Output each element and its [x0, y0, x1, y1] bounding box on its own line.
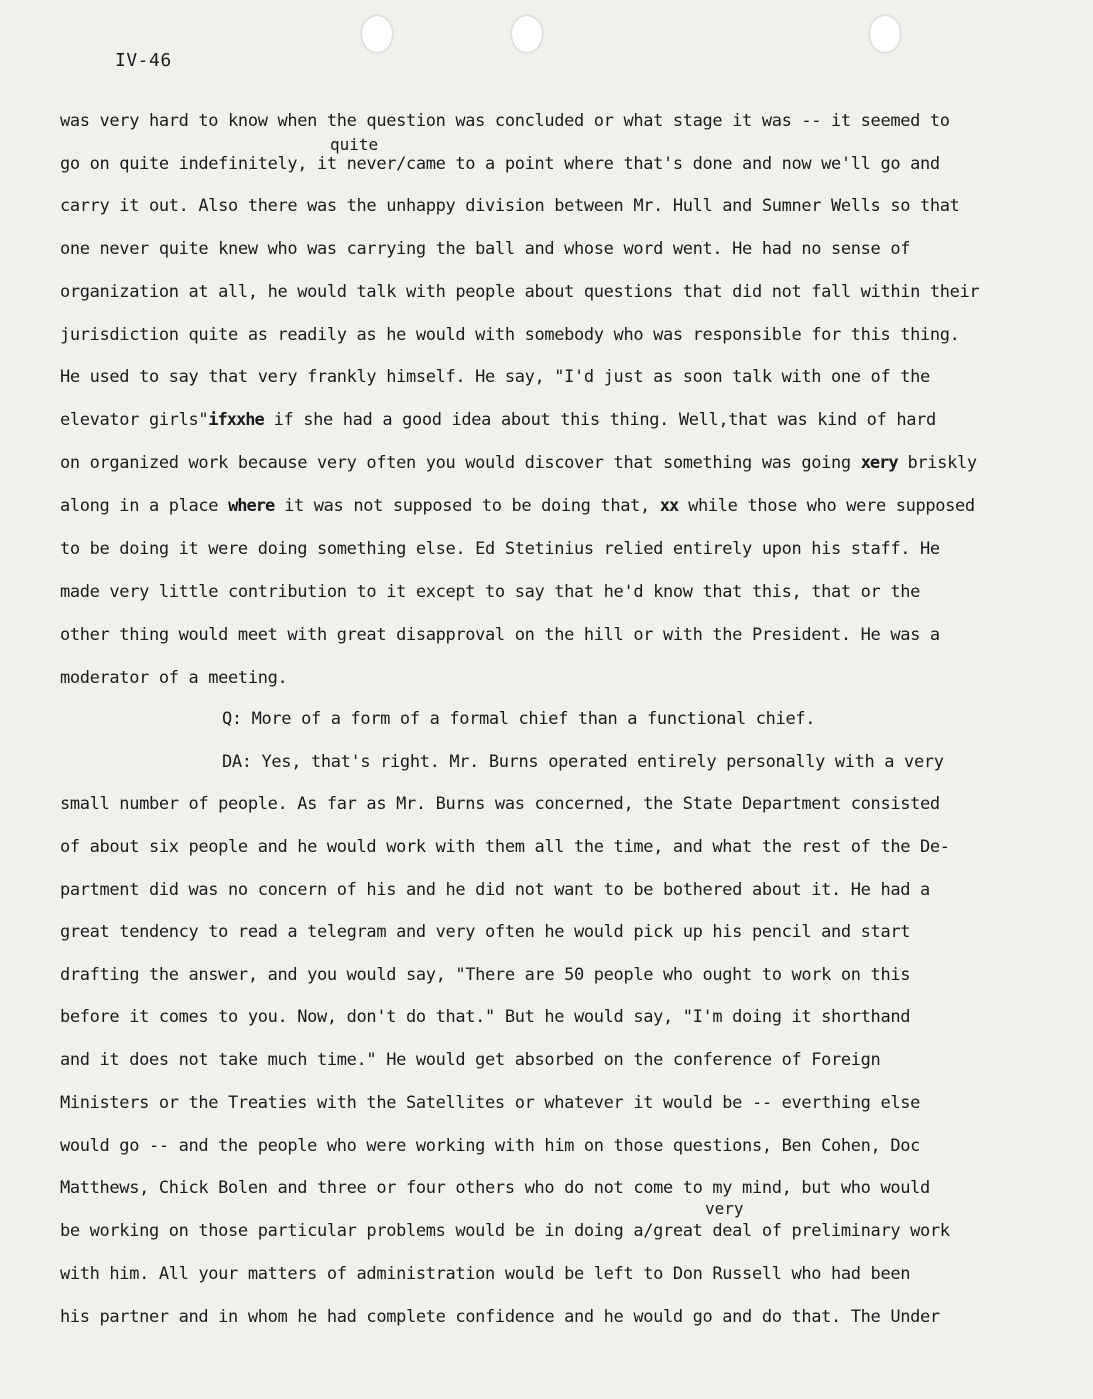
- text-line: He used to say that very frankly himself. He say, "I'd just as soon talk with one of the: [60, 367, 930, 387]
- page-number: IV-46: [115, 50, 172, 71]
- text-line: [60, 496, 1063, 516]
- interlinear-insertion: quite: [330, 135, 379, 154]
- text-fragment: along in a place: [60, 496, 219, 516]
- punch-hole: [870, 16, 900, 52]
- punch-hole: [512, 16, 542, 52]
- text-line: was very hard to know when the question was concluded or what stage it was -- it seemed to: [60, 111, 950, 131]
- text-fragment: on organized work because very often you would discover that something was going: [60, 453, 851, 473]
- punch-hole: [362, 16, 392, 52]
- text-line: would go -- and the people who were working with him on those questions, Ben Cohen, Doc: [60, 1136, 920, 1156]
- text-fragment: if she had a good idea about this thing. Well,that was kind of hard: [263, 410, 936, 430]
- interlinear-insertion: very: [705, 1199, 744, 1218]
- text-fragment: elevator girls": [60, 410, 209, 430]
- text-line: made very little contribution to it except to say that he'd know that this, that or the: [60, 582, 920, 602]
- text-fragment: it was not supposed to be doing that,: [274, 496, 660, 516]
- question-line: Q: More of a form of a formal chief than a functional chief.: [222, 709, 816, 729]
- answer-line: DA: Yes, that's right. Mr. Burns operated entirely personally with a very: [222, 752, 944, 772]
- struck-out-text: xery: [860, 453, 898, 473]
- text-line: Ministers or the Treaties with the Satellites or whatever it would be -- everthing else: [60, 1093, 920, 1113]
- text-fragment: while those who were supposed: [678, 496, 975, 516]
- text-line: with him. All your matters of administration would be left to Don Russell who had been: [60, 1264, 911, 1284]
- text-line: one never quite knew who was carrying the ball and whose word went. He had no sense of: [60, 239, 911, 259]
- text-line: organization at all, he would talk with people about questions that did not fall within their: [60, 282, 980, 302]
- text-line: moderator of a meeting.: [60, 668, 288, 688]
- text-line: be working on those particular problems would be in doing a/great deal of preliminary work: [60, 1221, 950, 1241]
- text-line: other thing would meet with great disapproval on the hill or with the President. He was a: [60, 625, 940, 645]
- text-line: of about six people and he would work with them all the time, and what the rest of the De-: [60, 837, 950, 857]
- text-line: carry it out. Also there was the unhappy division between Mr. Hull and Sumner Wells so that: [60, 196, 960, 216]
- text-line: before it comes to you. Now, don't do that." But he would say, "I'm doing it shorthand: [60, 1007, 911, 1027]
- text-line: go on quite indefinitely, it never/came to a point where that's done and now we'll go and: [60, 154, 940, 174]
- text-line: [60, 453, 1063, 473]
- text-line: to be doing it were doing something else. Ed Stetinius relied entirely upon his staff. He: [60, 539, 940, 559]
- struck-out-text: xx: [659, 496, 679, 516]
- text-line: Matthews, Chick Bolen and three or four others who do not come to my mind, but who would: [60, 1178, 930, 1198]
- text-line: drafting the answer, and you would say, "There are 50 people who ought to work on this: [60, 965, 911, 985]
- text-fragment: briskly: [897, 453, 977, 473]
- text-line: small number of people. As far as Mr. Burns was concerned, the State Department consisted: [60, 794, 940, 814]
- text-line: his partner and in whom he had complete confidence and he would go and do that. The Under: [60, 1307, 940, 1327]
- text-line: great tendency to read a telegram and very often he would pick up his pencil and start: [60, 922, 911, 942]
- text-line: partment did was no concern of his and he did not want to be bothered about it. He had a: [60, 880, 930, 900]
- text-line: [60, 410, 1063, 430]
- text-line: and it does not take much time." He would get absorbed on the conference of Foreign: [60, 1050, 881, 1070]
- struck-out-text: ifxxhe: [208, 410, 264, 430]
- text-line: jurisdiction quite as readily as he would with somebody who was responsible for this thing.: [60, 325, 960, 345]
- struck-out-text: where: [228, 496, 275, 516]
